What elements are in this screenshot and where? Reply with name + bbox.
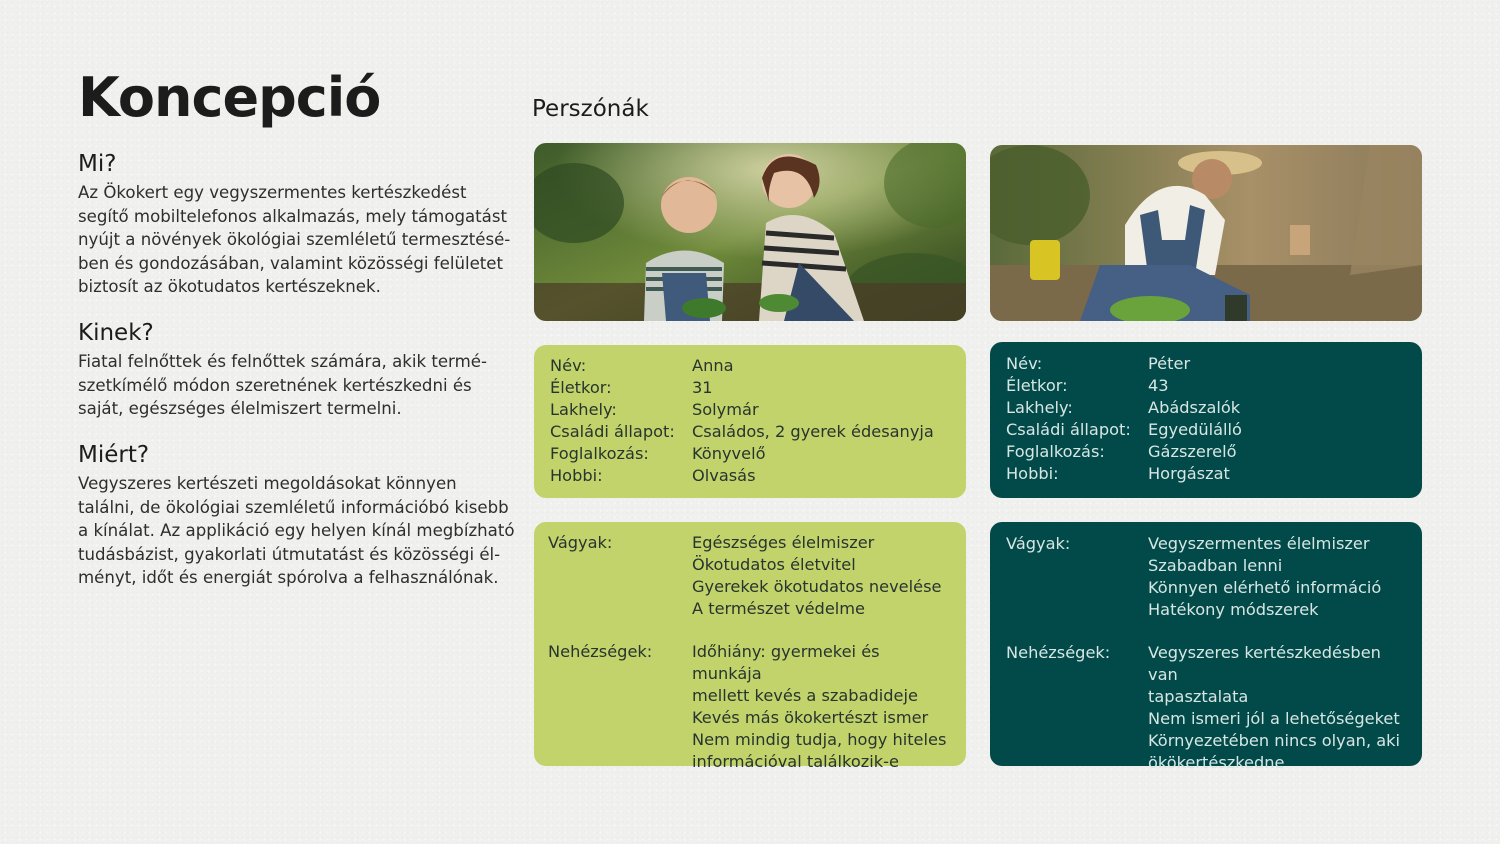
- section-for-whom-heading: Kinek?: [78, 320, 154, 346]
- section-for-whom-text: Fiatal felnőttek és felnőttek számára, akik termé-szetkímélő módon szeretnének kertészkedni és saját, egészséges élelmiszert termelni.: [78, 352, 487, 418]
- persona-anna-info-card: [534, 345, 966, 498]
- info-row: [550, 465, 950, 487]
- info-value: Könyvelő: [692, 444, 766, 463]
- info-row: [1006, 375, 1406, 397]
- info-value: 43: [1148, 376, 1169, 395]
- difficulties-row: [548, 641, 952, 773]
- difficulties-label: Nehézségek:: [1006, 643, 1111, 662]
- difficulty-item: Vegyszeres kertészkedésben van: [1148, 643, 1381, 684]
- difficulty-item: Kevés más ökokertészt ismer: [692, 708, 929, 727]
- desire-item: A természet védelme: [692, 599, 866, 618]
- difficulty-item: tapasztalata: [1148, 687, 1249, 706]
- info-row: [1006, 463, 1406, 485]
- persona-peter-info-card: [990, 342, 1422, 498]
- persona-anna-photo: [534, 143, 966, 321]
- difficulties-row: [1006, 642, 1406, 774]
- info-label: Életkor:: [1006, 376, 1068, 395]
- info-value: Olvasás: [692, 466, 756, 485]
- page-title: Koncepció: [78, 66, 381, 129]
- difficulty-item: Nem ismeri jól a lehetőségeket: [1148, 709, 1400, 728]
- section-what-heading: Mi?: [78, 151, 117, 177]
- info-label: Foglalkozás:: [1006, 442, 1105, 461]
- difficulty-item: mellett kevés a szabadideje: [692, 686, 918, 705]
- info-row: [1006, 441, 1406, 463]
- info-row: [550, 443, 950, 465]
- difficulty-item: ökökertészkedne: [1148, 753, 1285, 772]
- difficulty-item: Nem mindig tudja, hogy hiteles: [692, 730, 947, 749]
- info-value: Egyedülálló: [1148, 420, 1242, 439]
- personas-heading: Perszónák: [532, 96, 649, 122]
- info-row: [550, 399, 950, 421]
- section-why-heading: Miért?: [78, 442, 150, 468]
- info-value: Anna: [692, 356, 734, 375]
- desire-item: Egészséges élelmiszer: [692, 533, 875, 552]
- difficulties-label: Nehézségek:: [548, 642, 653, 661]
- persona-peter-needs-card: [990, 522, 1422, 772]
- info-row: [1006, 353, 1406, 375]
- info-label: Családi állapot:: [1006, 420, 1131, 439]
- info-label: Életkor:: [550, 378, 612, 397]
- info-label: Hobbi:: [1006, 464, 1059, 483]
- desires-label: Vágyak:: [1006, 534, 1071, 553]
- difficulty-item: Időhiány: gyermekei és munkája: [692, 642, 880, 683]
- info-label: Név:: [550, 356, 587, 375]
- desires-row: [1006, 533, 1406, 621]
- desires-row: [548, 532, 952, 620]
- info-value: Családos, 2 gyerek édesanyja: [692, 422, 934, 441]
- info-row: [550, 355, 950, 377]
- desire-item: Vegyszermentes élelmiszer: [1148, 534, 1370, 553]
- section-for-whom: [78, 320, 518, 421]
- desire-item: Hatékony módszerek: [1148, 600, 1319, 619]
- info-label: Név:: [1006, 354, 1043, 373]
- section-why: [78, 442, 518, 590]
- info-label: Hobbi:: [550, 466, 603, 485]
- difficulty-item: Környezetében nincs olyan, aki: [1148, 731, 1401, 750]
- info-row: [1006, 397, 1406, 419]
- difficulty-item: információval találkozik-e: [692, 752, 899, 771]
- desire-item: Gyerekek ökotudatos nevelése: [692, 577, 942, 596]
- section-why-text: Vegyszeres kertészeti megoldásokat könnyen találni, de ökológiai szemléletű információbó kisebb a kínálat. Az applikáció egy helyen kínál megbízható tudásbázist, gyakorlati útmutatást és közösségi él-ményt, időt és energiát spórolva a felhasználónak.: [78, 474, 515, 587]
- info-value: Abádszalók: [1148, 398, 1241, 417]
- section-what: [78, 151, 518, 299]
- persona-anna-needs-card: [534, 522, 966, 771]
- info-value: Gázszerelő: [1148, 442, 1237, 461]
- section-what-text: Az Ökokert egy vegyszermentes kertészkedést segítő mobiltelefonos alkalmazás, mely támogatást nyújt a növények ökológiai szemléletű termesztésé-ben és gondozásában, valamint közösségi felületet biztosít az ökotudatos kertészeknek.: [78, 183, 511, 296]
- desire-item: Könnyen elérhető információ: [1148, 578, 1382, 597]
- info-value: Solymár: [692, 400, 759, 419]
- info-value: 31: [692, 378, 713, 397]
- info-value: Horgászat: [1148, 464, 1230, 483]
- persona-peter-photo: [990, 145, 1422, 321]
- info-row: [550, 377, 950, 399]
- info-label: Lakhely:: [1006, 398, 1073, 417]
- info-value: Péter: [1148, 354, 1191, 373]
- info-row: [1006, 419, 1406, 441]
- info-row: [550, 421, 950, 443]
- desire-item: Szabadban lenni: [1148, 556, 1283, 575]
- desires-label: Vágyak:: [548, 533, 613, 552]
- info-label: Családi állapot:: [550, 422, 675, 441]
- desire-item: Ökotudatos életvitel: [692, 555, 856, 574]
- info-label: Foglalkozás:: [550, 444, 649, 463]
- info-label: Lakhely:: [550, 400, 617, 419]
